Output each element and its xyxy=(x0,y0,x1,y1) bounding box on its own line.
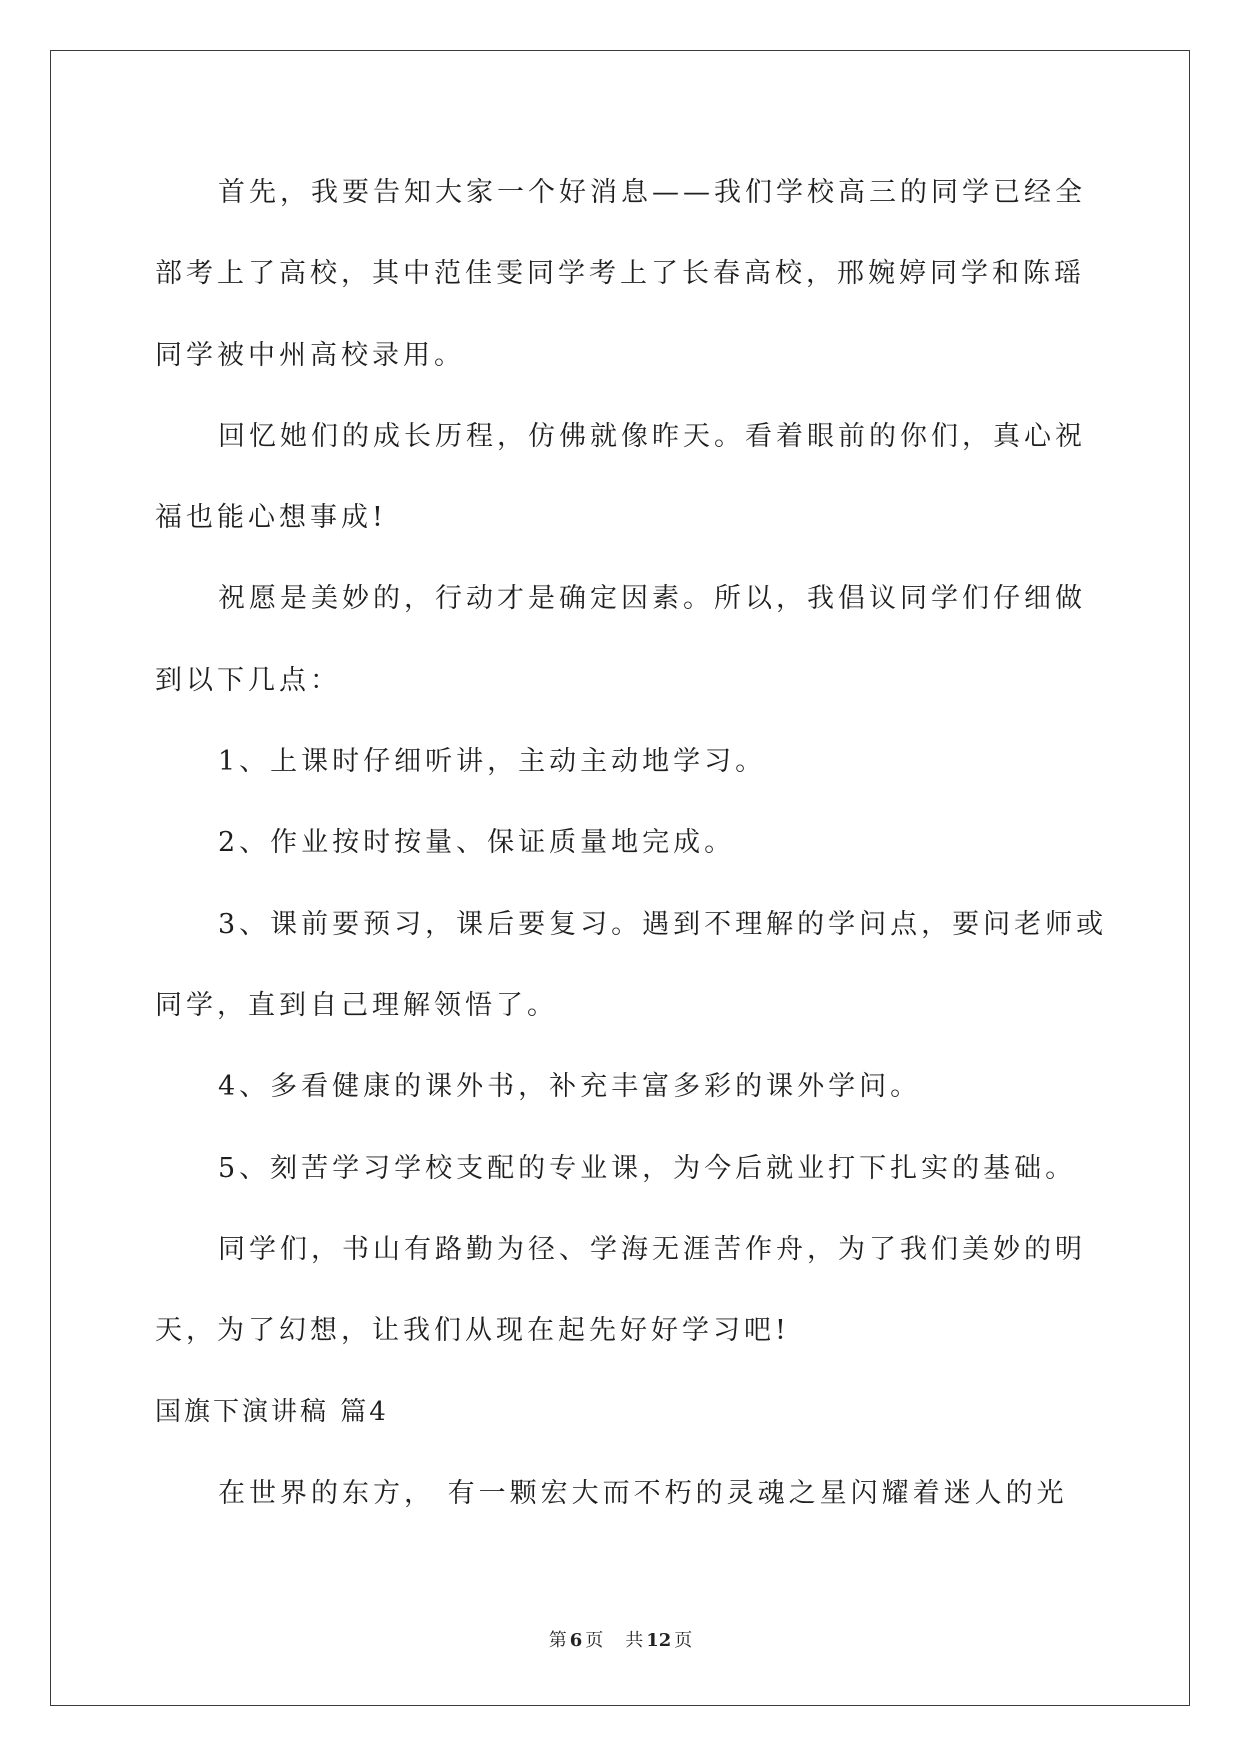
list-item-1: 1、上课时仔细听讲，主动主动地学习。 xyxy=(218,746,767,777)
page-border xyxy=(50,50,1190,1706)
current-page-number: 6 xyxy=(569,1630,583,1651)
footer-current-prefix: 第 xyxy=(548,1630,567,1651)
footer-total-prefix: 共 xyxy=(625,1630,644,1651)
page-footer xyxy=(0,1629,1241,1653)
list-item-3: 3、课前要预习，课后要复习。遇到不理解的学问点，要问老师或 xyxy=(218,909,1108,940)
paragraph-line: 天，为了幻想，让我们从现在起先好好学习吧! xyxy=(155,1315,790,1346)
paragraph-line: 部考上了高校，其中范佳雯同学考上了长春高校，邢婉婷同学和陈瑶 xyxy=(155,258,1085,289)
paragraph-line: 福也能心想事成! xyxy=(155,502,387,533)
paragraph-line: 在世界的东方， 有一颗宏大而不朽的灵魂之星闪耀着迷人的光 xyxy=(218,1478,1068,1509)
paragraph-line: 首先，我要告知大家一个好消息——我们学校高三的同学已经全 xyxy=(218,177,1086,208)
paragraph-line: 到以下几点： xyxy=(155,665,341,696)
paragraph-line: 回忆她们的成长历程，仿佛就像昨天。看着眼前的你们，真心祝 xyxy=(218,421,1086,452)
footer-current-suffix: 页 xyxy=(585,1630,604,1651)
paragraph-line: 同学被中州高校录用。 xyxy=(155,340,465,371)
list-item-3-continued: 同学，直到自己理解领悟了。 xyxy=(155,990,558,1021)
footer-total-suffix: 页 xyxy=(674,1630,693,1651)
paragraph-line: 祝愿是美妙的，行动才是确定因素。所以，我倡议同学们仔细做 xyxy=(218,583,1086,614)
list-item-5: 5、刻苦学习学校支配的专业课，为今后就业打下扎实的基础。 xyxy=(218,1153,1077,1184)
section-heading: 国旗下演讲稿 篇4 xyxy=(155,1397,389,1427)
total-pages-number: 12 xyxy=(646,1630,672,1651)
paragraph-line: 同学们，书山有路勤为径、学海无涯苦作舟，为了我们美妙的明 xyxy=(218,1234,1086,1265)
list-item-2: 2、作业按时按量、保证质量地完成。 xyxy=(218,827,736,858)
list-item-4: 4、多看健康的课外书，补充丰富多彩的课外学问。 xyxy=(218,1071,922,1102)
